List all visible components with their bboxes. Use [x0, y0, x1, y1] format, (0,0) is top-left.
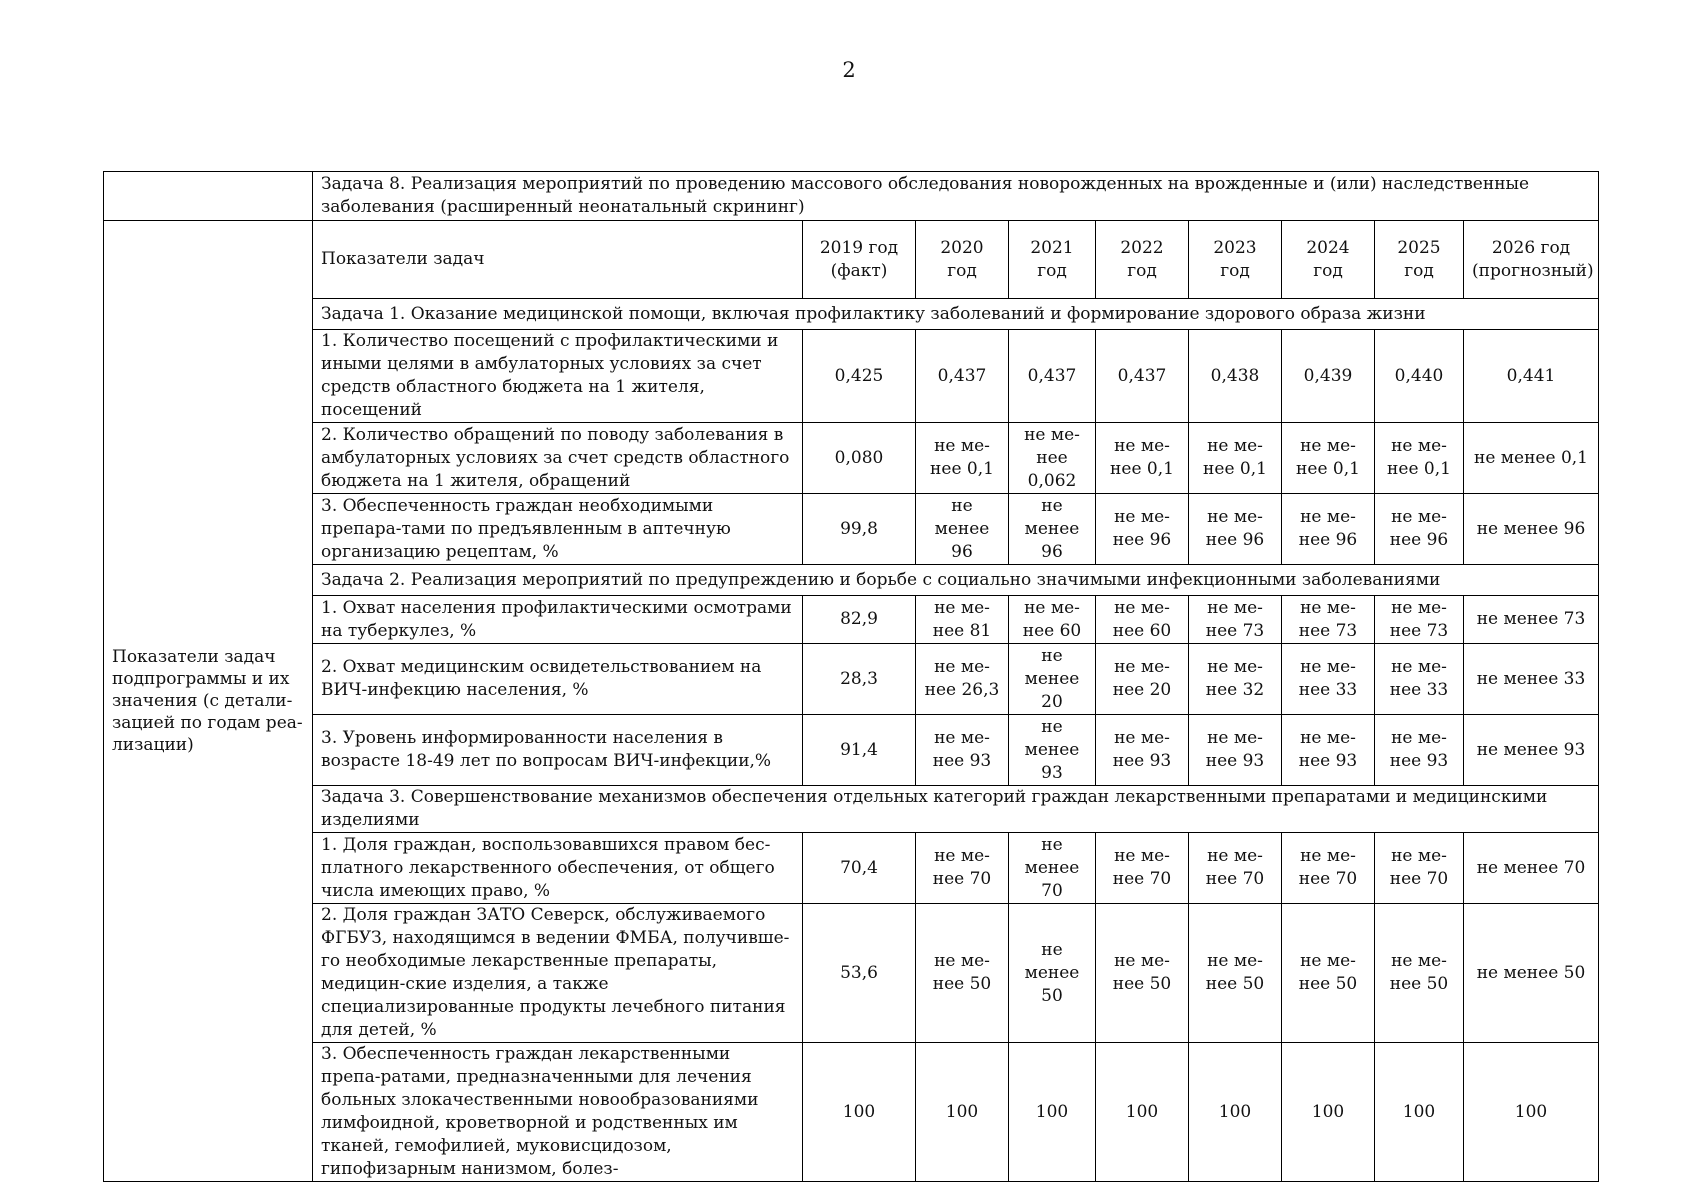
header-year: 2024 год — [1282, 221, 1375, 299]
value-cell: не ме-нее 93 — [1375, 715, 1464, 786]
value-cell: не ме-нее 32 — [1189, 644, 1282, 715]
table-row — [104, 904, 1599, 1043]
task-row — [104, 786, 1599, 833]
table-row — [104, 596, 1599, 644]
value-cell: 0,440 — [1375, 330, 1464, 423]
value-cell: 100 — [1464, 1043, 1599, 1182]
value-cell: не ме-нее 0,1 — [1375, 423, 1464, 494]
value-cell: не ме-нее 50 — [1282, 904, 1375, 1043]
table-row — [104, 494, 1599, 565]
task-title: Задача 1. Оказание медицинской помощи, включая профилактику заболеваний и формирование здорового образа жизни — [313, 299, 1599, 330]
value-cell: 0,437 — [1096, 330, 1189, 423]
value-cell: 99,8 — [803, 494, 916, 565]
task-row — [104, 299, 1599, 330]
value-cell: не ме-нее 20 — [1096, 644, 1189, 715]
header-indicators: Показатели задач — [313, 221, 803, 299]
indicator-label: 3. Уровень информированности населения в возрасте 18-49 лет по вопросам ВИЧ-инфекции,% — [313, 715, 803, 786]
value-cell: не ме-нее 0,1 — [1096, 423, 1189, 494]
table-row — [104, 423, 1599, 494]
indicator-label: 3. Обеспеченность граждан лекарственными препа-ратами, предназначенными для лечения больных злокачественными новообразованиями лимфоидной, кроветворной и родственных им тканей, гемофилией, муковисцидозом, гипофизарным нанизмом, болез- — [313, 1043, 803, 1182]
value-cell: не ме-нее 0,1 — [916, 423, 1009, 494]
header-year: 2025 год — [1375, 221, 1464, 299]
value-cell: 100 — [803, 1043, 916, 1182]
table-row — [104, 715, 1599, 786]
value-cell: не ме-нее 70 — [1096, 833, 1189, 904]
value-cell: не менее 96 — [1009, 494, 1096, 565]
value-cell: не ме-нее 73 — [1189, 596, 1282, 644]
value-cell: 0,439 — [1282, 330, 1375, 423]
value-cell: 100 — [1009, 1043, 1096, 1182]
indicator-label: 2. Количество обращений по поводу заболевания в амбулаторных условиях за счет средств областного бюджета на 1 жителя, обращений — [313, 423, 803, 494]
value-cell: 100 — [1189, 1043, 1282, 1182]
value-cell: не ме-нее 70 — [1282, 833, 1375, 904]
value-cell: 100 — [1375, 1043, 1464, 1182]
value-cell: не ме-нее 81 — [916, 596, 1009, 644]
task8-title: Задача 8. Реализация мероприятий по проведению массового обследования новорожденных на врожденные и (или) наследственные заболевания (расширенный неонатальный скрининг) — [313, 172, 1599, 221]
table-row — [104, 1043, 1599, 1182]
indicator-label: 1. Доля граждан, воспользовавшихся правом бес-платного лекарственного обеспечения, от общего числа имеющих право, % — [313, 833, 803, 904]
value-cell: 0,080 — [803, 423, 916, 494]
value-cell: не ме-нее 73 — [1282, 596, 1375, 644]
indicator-label: 3. Обеспеченность граждан необходимыми препара-тами по предъявленным в аптечную организацию рецептам, % — [313, 494, 803, 565]
value-cell: 28,3 — [803, 644, 916, 715]
table-row — [104, 644, 1599, 715]
table-row — [104, 330, 1599, 423]
value-cell: не менее 33 — [1464, 644, 1599, 715]
empty-side-cell — [104, 172, 313, 221]
task8-row — [104, 172, 1599, 221]
value-cell: 0,437 — [1009, 330, 1096, 423]
value-cell: не ме-нее 33 — [1375, 644, 1464, 715]
indicator-label: 1. Охват населения профилактическими осмотрами на туберкулез, % — [313, 596, 803, 644]
value-cell: 53,6 — [803, 904, 916, 1043]
indicators-table — [103, 171, 1599, 1182]
value-cell: 100 — [916, 1043, 1009, 1182]
value-cell: 0,441 — [1464, 330, 1599, 423]
value-cell: не ме-нее 70 — [1375, 833, 1464, 904]
value-cell: не ме-нее 96 — [1096, 494, 1189, 565]
table-row — [104, 833, 1599, 904]
value-cell: 100 — [1282, 1043, 1375, 1182]
header-year: 2023 год — [1189, 221, 1282, 299]
value-cell: не менее 93 — [1464, 715, 1599, 786]
task-title: Задача 2. Реализация мероприятий по предупреждению и борьбе с социально значимыми инфекционными заболеваниями — [313, 565, 1599, 596]
value-cell: не ме-нее 0,062 — [1009, 423, 1096, 494]
value-cell: не ме-нее 26,3 — [916, 644, 1009, 715]
value-cell: не ме-нее 50 — [1189, 904, 1282, 1043]
value-cell: не ме-нее 50 — [1096, 904, 1189, 1043]
value-cell: не ме-нее 93 — [916, 715, 1009, 786]
value-cell: 91,4 — [803, 715, 916, 786]
value-cell: 0,437 — [916, 330, 1009, 423]
value-cell: не ме-нее 70 — [916, 833, 1009, 904]
value-cell: 70,4 — [803, 833, 916, 904]
value-cell: не ме-нее 0,1 — [1189, 423, 1282, 494]
header-year: 2020 год — [916, 221, 1009, 299]
value-cell: 0,425 — [803, 330, 916, 423]
value-cell: не ме-нее 93 — [1096, 715, 1189, 786]
value-cell: не ме-нее 96 — [1375, 494, 1464, 565]
header-row — [104, 221, 1599, 299]
value-cell: не ме-нее 73 — [1375, 596, 1464, 644]
value-cell: не менее 0,1 — [1464, 423, 1599, 494]
value-cell: не менее 96 — [916, 494, 1009, 565]
value-cell: не ме-нее 60 — [1009, 596, 1096, 644]
value-cell: не ме-нее 60 — [1096, 596, 1189, 644]
value-cell: не ме-нее 50 — [1375, 904, 1464, 1043]
value-cell: не ме-нее 96 — [1189, 494, 1282, 565]
value-cell: не ме-нее 70 — [1189, 833, 1282, 904]
indicator-label: 2. Доля граждан ЗАТО Северск, обслуживаемого ФГБУЗ, находящимся в ведении ФМБА, получивше-го необходимые лекарственные препараты, медицин-ские изделия, а также специализированные продукты лечебного питания для детей, % — [313, 904, 803, 1043]
task-title: Задача 3. Совершенствование механизмов обеспечения отдельных категорий граждан лекарственными препаратами и медицинскими изделиями — [313, 786, 1599, 833]
value-cell: не менее 73 — [1464, 596, 1599, 644]
value-cell: 100 — [1096, 1043, 1189, 1182]
value-cell: не менее 96 — [1464, 494, 1599, 565]
indicator-label: 1. Количество посещений с профилактическими и иными целями в амбулаторных условиях за счет средств областного бюджета на 1 жителя, посещений — [313, 330, 803, 423]
value-cell: не ме-нее 96 — [1282, 494, 1375, 565]
value-cell: не ме-нее 0,1 — [1282, 423, 1375, 494]
value-cell: не менее 50 — [1009, 904, 1096, 1043]
task-row — [104, 565, 1599, 596]
indicator-label: 2. Охват медицинским освидетельствованием на ВИЧ-инфекцию населения, % — [313, 644, 803, 715]
side-label: Показатели задач подпрограммы и их значения (с детали-зацией по годам реа-лизации) — [104, 221, 313, 1182]
value-cell: не ме-нее 33 — [1282, 644, 1375, 715]
page-number: 2 — [842, 58, 856, 82]
header-year: 2022 год — [1096, 221, 1189, 299]
value-cell: не менее 50 — [1464, 904, 1599, 1043]
value-cell: не ме-нее 50 — [916, 904, 1009, 1043]
value-cell: 0,438 — [1189, 330, 1282, 423]
value-cell: не менее 93 — [1009, 715, 1096, 786]
header-year: 2019 год (факт) — [803, 221, 916, 299]
value-cell: не менее 20 — [1009, 644, 1096, 715]
header-year: 2021 год — [1009, 221, 1096, 299]
value-cell: не ме-нее 93 — [1282, 715, 1375, 786]
value-cell: 82,9 — [803, 596, 916, 644]
value-cell: не менее 70 — [1464, 833, 1599, 904]
value-cell: не ме-нее 93 — [1189, 715, 1282, 786]
value-cell: не менее 70 — [1009, 833, 1096, 904]
header-year: 2026 год (прогнозный) — [1464, 221, 1599, 299]
